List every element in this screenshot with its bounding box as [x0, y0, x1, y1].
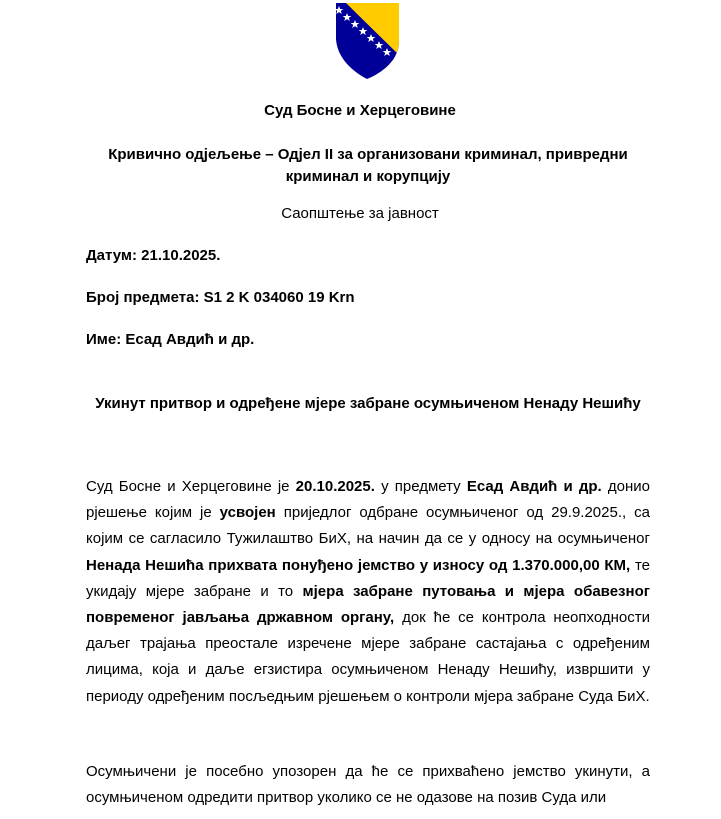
p1-run: донио рјешење којим је — [86, 478, 650, 522]
p1-run-bold-date: 20.10.2025. — [295, 478, 375, 495]
case-name-line — [86, 331, 254, 348]
p1-run: приједлог одбране осумњиченог од 29.9.2025., са којим се сагласило Тужилаштво БиХ, на начин да се у односу на осумњиченог — [86, 504, 651, 548]
case-name-value: Есад Авдић и др. — [125, 331, 255, 348]
coat-of-arms-icon — [336, 3, 399, 79]
p1-run: те укидају мјере забране и то — [86, 556, 650, 600]
date-value: 21.10.2025. — [141, 247, 221, 264]
case-number-line — [86, 289, 355, 306]
p1-run-bold-accepted: усвојен — [219, 504, 276, 522]
court-name: Суд Босне и Херцеговине — [264, 102, 456, 119]
p1-run-bold-measures: мјера забране путовања и мјера обавезног повременог јављања државном органу, — [86, 582, 650, 627]
p1-run-bold-bail: Ненада Нешића прихвата понуђено јемство у износу од 1.370.000,00 КМ, — [86, 556, 631, 574]
press-release-headline: Укинут притвор и одређене мјере забране осумњиченом Ненаду Нешићу — [95, 395, 641, 412]
p1-run: у предмету — [374, 478, 467, 495]
department-title: Кривично одјељење – Одјел II за организовани криминал, привредни криминал и корупцију — [108, 146, 628, 185]
date-line — [86, 247, 220, 264]
p1-run: док ће се контрола неопходности даљег трајања преостале изречене мјере забране састајања с одређеним лицима, која и даље егзистира осумњиченом Ненаду Нешићу, извршити у периоду одређеним посљедњим рјешењем о контроли мјера забране Суда БиХ. — [86, 609, 650, 705]
document-type: Саопштење за јавност — [281, 205, 439, 222]
body-paragraph-1 — [86, 474, 650, 710]
case-number-label: Број предмета: — [86, 289, 200, 306]
body-paragraph-2: Осумњичени је посебно упозорен да ће се прихваћено јемство укинути, а осумњиченом одредити притвор уколико се не одазове на позив Суда или — [86, 763, 650, 807]
p1-run: Суд Босне и Херцеговине је — [86, 478, 296, 495]
case-name-label: Име: — [86, 331, 122, 348]
p1-run-bold-case: Есад Авдић и др. — [466, 478, 602, 495]
case-number-value: S1 2 K 034060 19 Krn — [203, 289, 355, 306]
date-label: Датум: — [86, 247, 137, 264]
